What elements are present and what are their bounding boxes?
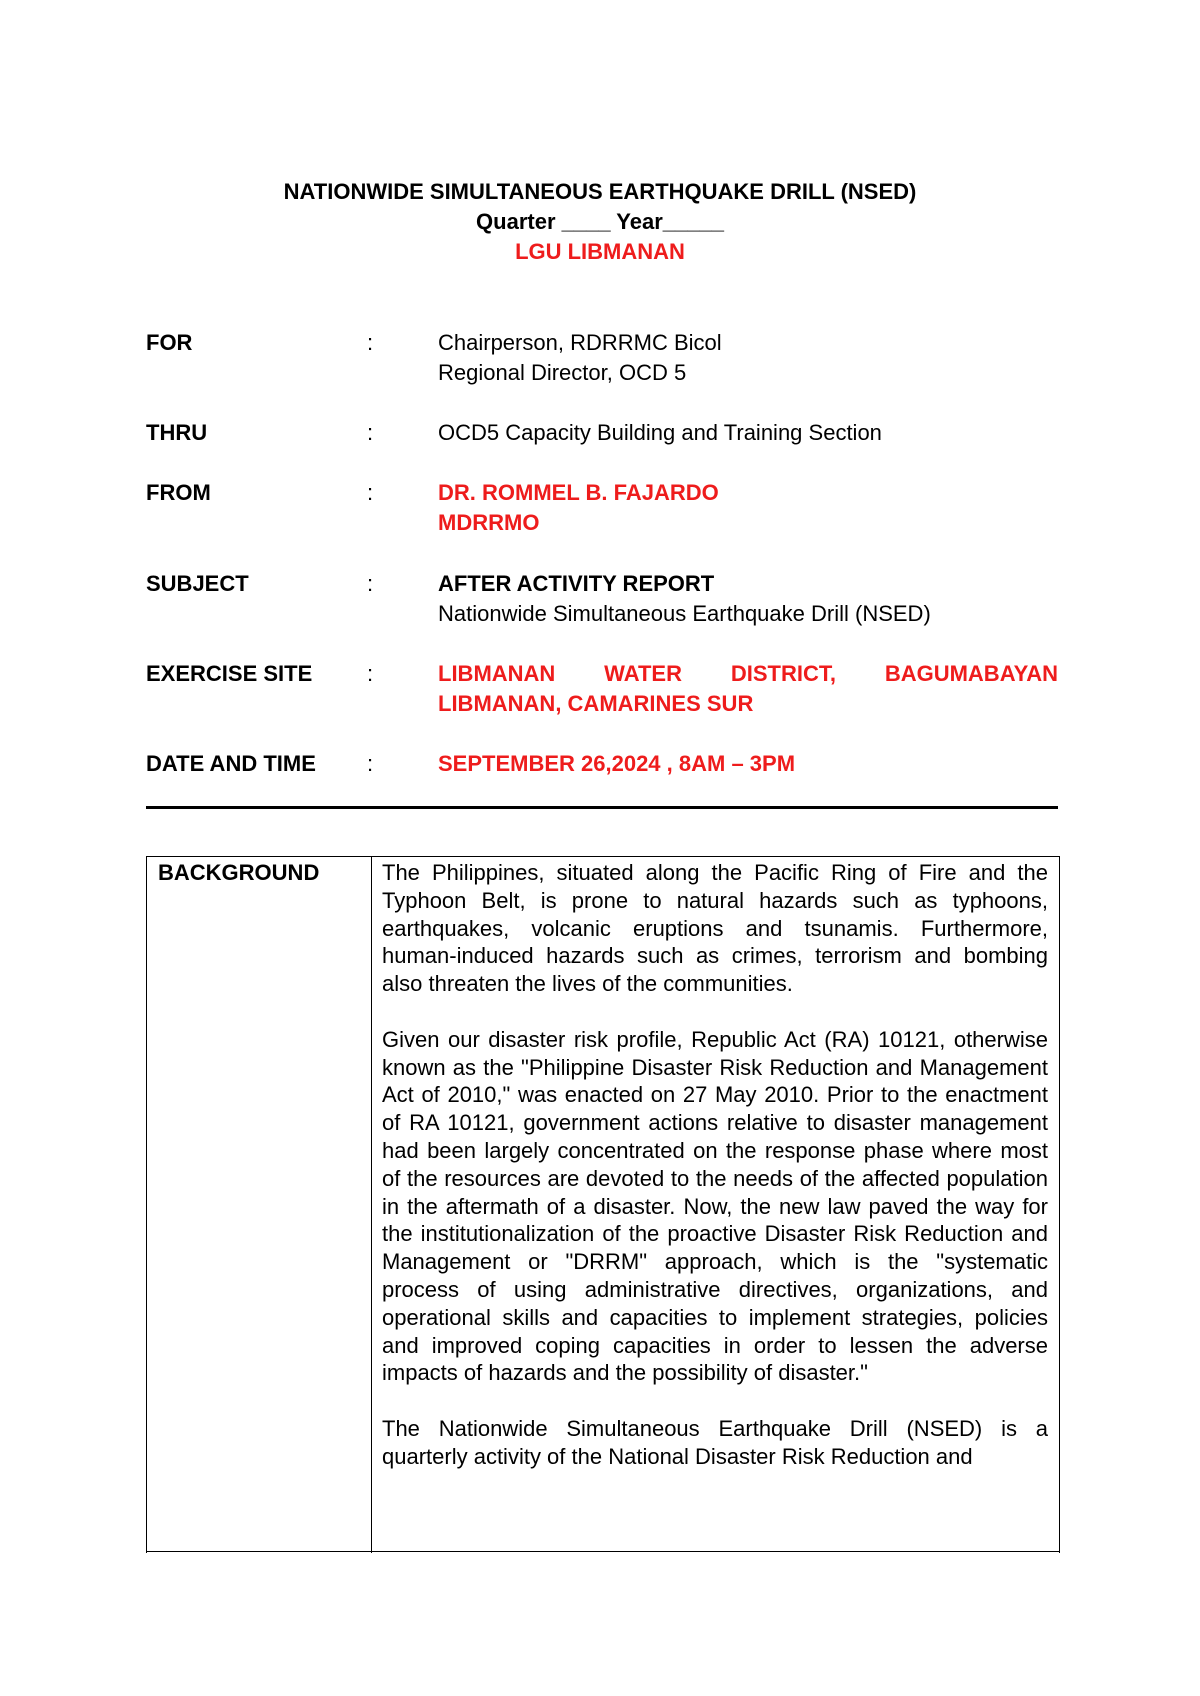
- from-colon: :: [367, 480, 374, 505]
- date-label: DATE AND TIME: [146, 751, 316, 776]
- from-value-2: MDRRMO: [438, 510, 540, 535]
- site-colon: :: [367, 661, 374, 686]
- for-label: FOR: [146, 330, 193, 355]
- subject-colon: :: [367, 571, 374, 596]
- date-value: SEPTEMBER 26,2024 , 8AM – 3PM: [438, 751, 796, 776]
- for-value-1: Chairperson, RDRRMC Bicol: [438, 330, 722, 355]
- background-table: [146, 856, 1060, 1553]
- site-value-2: LIBMANAN, CAMARINES SUR: [438, 691, 754, 716]
- subject-label: SUBJECT: [146, 571, 249, 596]
- site-label: EXERCISE SITE: [146, 661, 313, 686]
- from-label: FROM: [146, 480, 211, 505]
- lgu-name: LGU LIBMANAN: [515, 239, 685, 264]
- from-value-1: DR. ROMMEL B. FAJARDO: [438, 480, 719, 505]
- thru-value: OCD5 Capacity Building and Training Section: [438, 420, 882, 445]
- background-paragraph-2: Given our disaster risk profile, Republic Act (RA) 10121, otherwise known as the "Philippine Disaster Risk Reduction and Management Act of 2010," was enacted on 27 May 2010. Prior to the enactment of RA 10121, government actions relative to disaster management had been largely concentrated on the response phase where most of the resources are devoted to the needs of the affected population in the aftermath of a disaster. Now, the new law paved the way for the institutionalization of the proactive Disaster Risk Reduction and Management or "DRRM" approach, which is the "systematic process of using administrative directives, organizations, and operational skills and capacities to implement strategies, policies and improved coping capacities in order to lessen the adverse impacts of hazards and the possibility of disaster.": [382, 1026, 1048, 1386]
- header-divider: [146, 806, 1058, 809]
- for-value-2: Regional Director, OCD 5: [438, 360, 687, 385]
- thru-colon: :: [367, 420, 374, 445]
- date-colon: :: [367, 751, 374, 776]
- subject-value-2: Nationwide Simultaneous Earthquake Drill (NSED): [438, 601, 931, 626]
- table-column-divider: [371, 857, 372, 1553]
- doc-title: NATIONWIDE SIMULTANEOUS EARTHQUAKE DRILL (NSED): [283, 179, 917, 204]
- background-label: BACKGROUND: [158, 860, 320, 885]
- background-content: [382, 859, 1048, 1498]
- quarter-year-line: Quarter ____ Year_____: [476, 209, 724, 234]
- site-value-1: LIBMANAN WATER DISTRICT, BAGUMABAYAN: [438, 661, 1058, 686]
- background-paragraph-1: The Philippines, situated along the Pacific Ring of Fire and the Typhoon Belt, is prone to natural hazards such as typhoons, earthquakes, volcanic eruptions and tsunamis. Furthermore, human-induced hazards such as crimes, terrorism and bombing also threaten the lives of the communities.: [382, 860, 1048, 997]
- thru-label: THRU: [146, 420, 208, 445]
- for-colon: :: [367, 330, 374, 355]
- table-bottom-border: [146, 1551, 1060, 1552]
- background-paragraph-3: The Nationwide Simultaneous Earthquake Drill (NSED) is a quarterly activity of the National Disaster Risk Reduction and: [382, 1415, 1048, 1469]
- subject-value-1: AFTER ACTIVITY REPORT: [438, 571, 715, 596]
